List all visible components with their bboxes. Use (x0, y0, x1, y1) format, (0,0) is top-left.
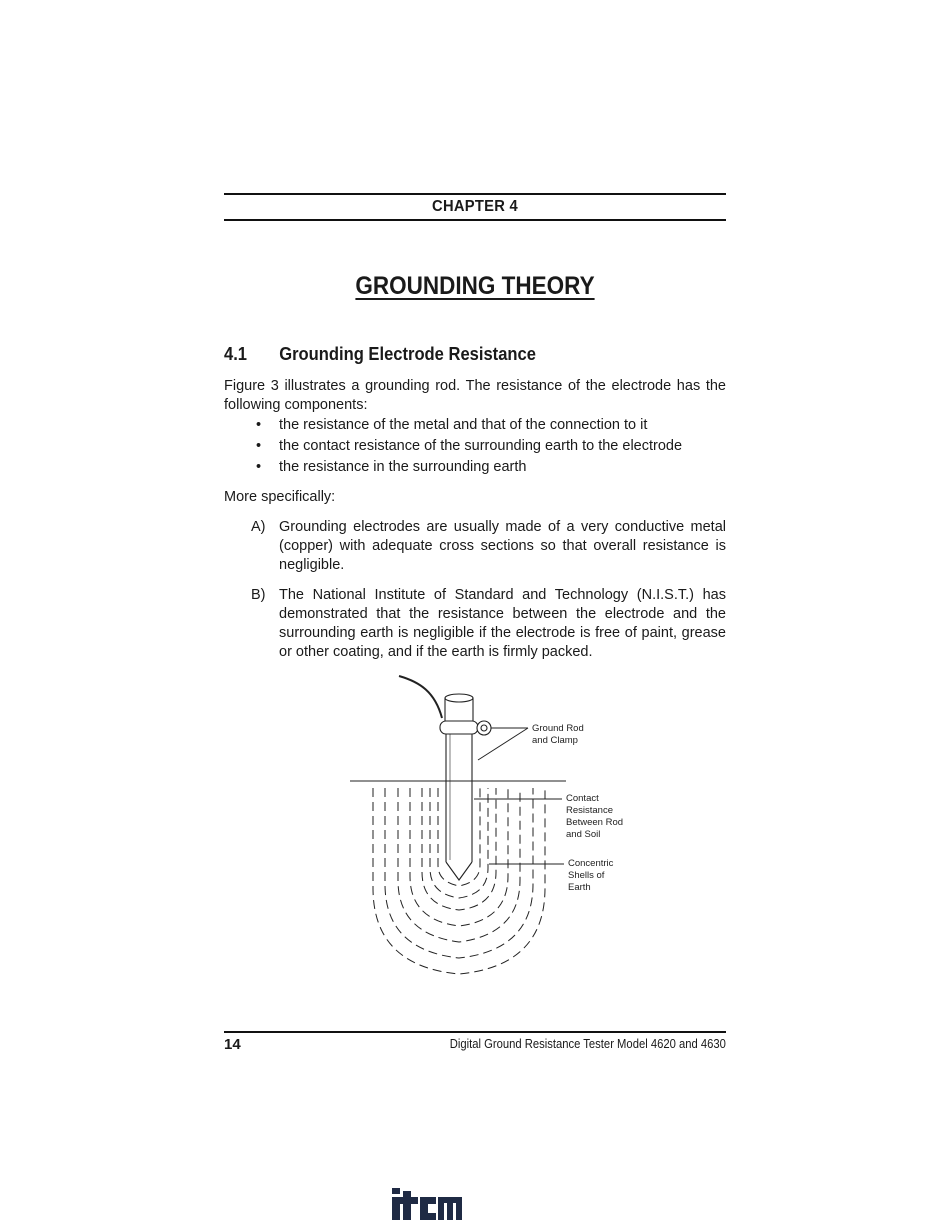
rod-tip (446, 862, 472, 880)
header-top-rule (224, 193, 726, 195)
item-text: Grounding electrodes are usually made of a very conductive metal (copper) with adequate cross sections so that overall resistance is negligible. (279, 519, 726, 573)
footer-document-title: Digital Ground Resistance Tester Model 4620 and 4630 (449, 1037, 726, 1051)
itm-logo (390, 1188, 464, 1222)
section-heading (224, 344, 536, 365)
label-contact-resistance: Contact Resistance Between Rod and Soil (566, 793, 624, 840)
intro-paragraph: Figure 3 illustrates a grounding rod. The resistance of the electrode has the following components: (224, 378, 726, 413)
concentric-shells (373, 788, 545, 974)
lead-wire (399, 676, 442, 718)
page-title: GROUNDING THEORY (355, 272, 595, 300)
clamp-bolt (477, 721, 491, 735)
label-ground-rod: Ground Rod and Clamp (532, 723, 584, 746)
list-item: • the contact resistance of the surrounding earth to the electrode (256, 438, 683, 454)
section-number: 4.1 (224, 344, 248, 364)
list-item: • the resistance in the surrounding earth (256, 459, 527, 475)
component-list (256, 416, 682, 479)
label-concentric-shells: Concentric Shells of Earth (568, 858, 614, 893)
item-b (251, 586, 726, 662)
page-number: 14 (224, 1036, 241, 1053)
item-a (251, 518, 726, 575)
item-letter: B) (251, 587, 266, 603)
list-item: • the resistance of the metal and that of the connection to it (256, 417, 648, 433)
rod-clamp (440, 721, 478, 734)
item-text: The National Institute of Standard and Technology (N.I.S.T.) has demonstrated that the resistance between the electrode and the surrounding earth is negligible if the electrode is free of paint, grease or other coating, and if the earth is firmly packed. (279, 587, 726, 660)
chapter-heading: CHAPTER 4 (432, 198, 518, 215)
grounding-rod-figure (340, 670, 640, 990)
item-letter: A) (251, 519, 266, 535)
more-specifically: More specifically: (224, 489, 336, 505)
rod-top (445, 694, 473, 702)
section-title: Grounding Electrode Resistance (279, 344, 536, 364)
footer-rule (224, 1031, 726, 1033)
header-bottom-rule (224, 219, 726, 221)
